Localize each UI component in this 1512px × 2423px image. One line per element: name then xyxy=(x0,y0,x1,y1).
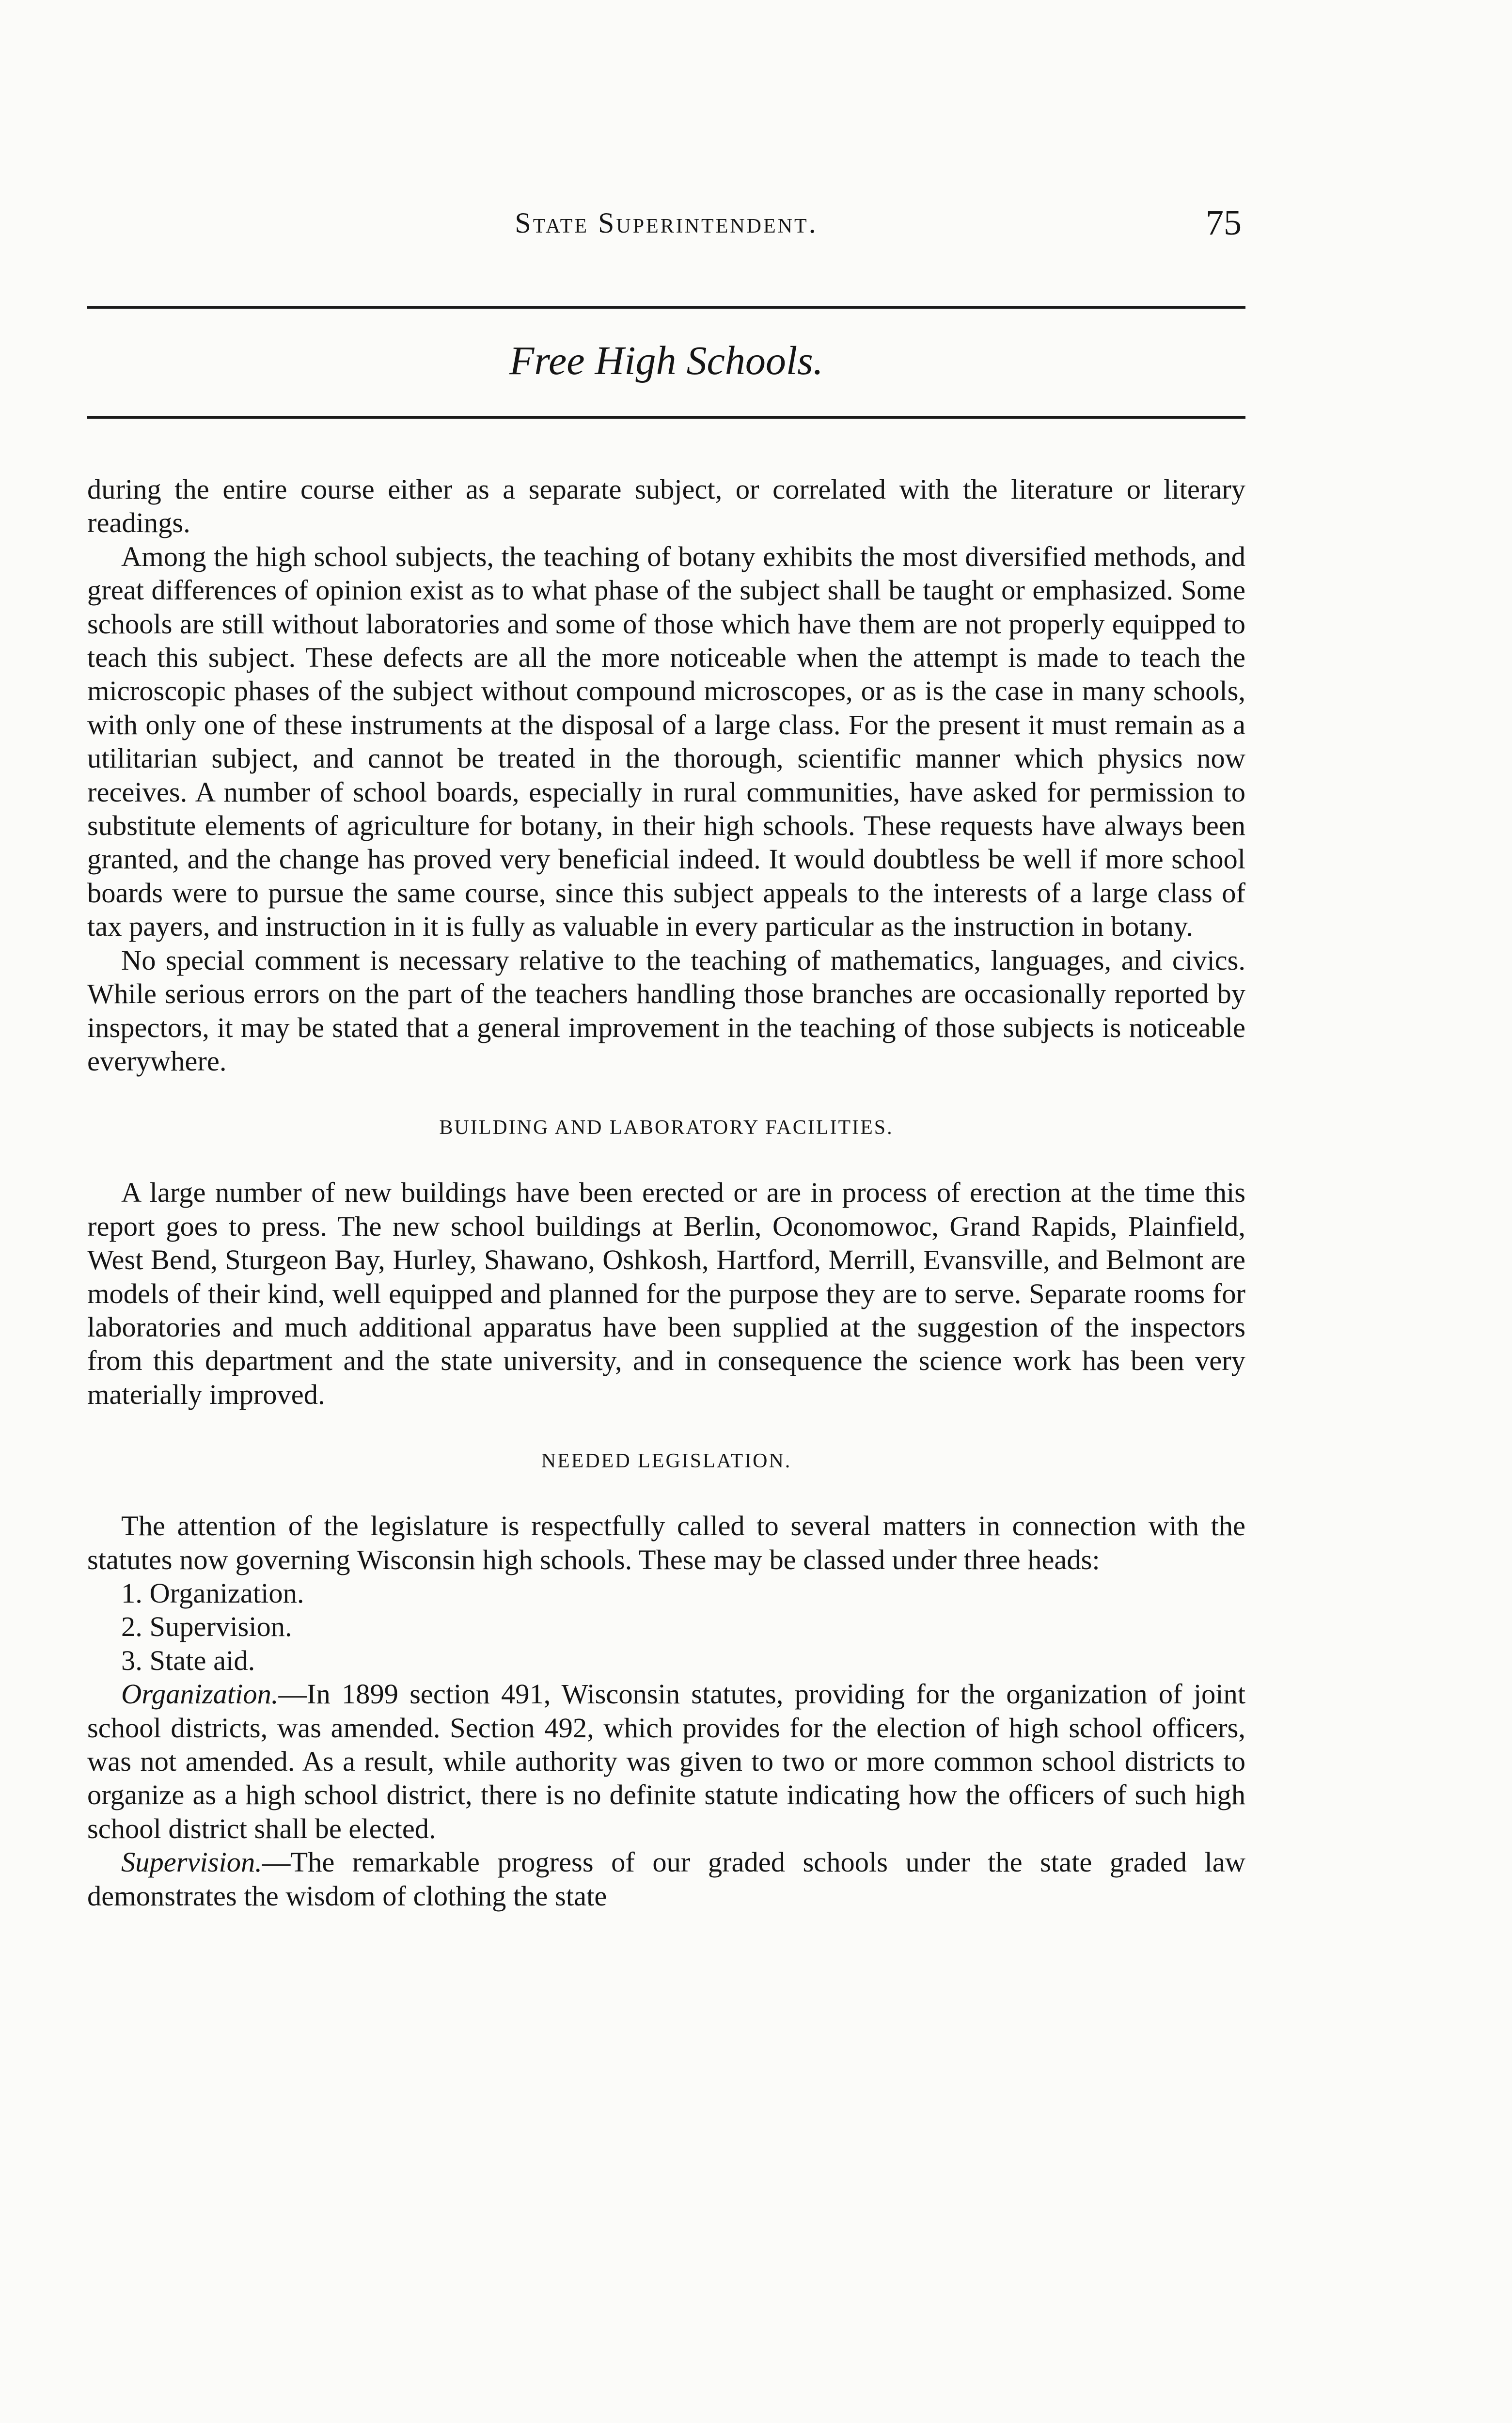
paragraph-organization xyxy=(87,1677,1245,1845)
paragraph-new-buildings: A large number of new buildings have been erected or are in process of erection at the time this report goes to press. The new school buildings at Berlin, Oconomowoc, Grand Rapids, Plainfield, West Bend, Sturgeon Bay, Hurley, Shawano, Oshkosh, Hartford, Merrill, Evansville, and Belmont are models of their kind, well equipped and planned for the purpose they are to serve. Separate rooms for laboratories and much additional apparatus have been supplied at the suggestion of the inspectors from this department and the state university, and in consequence the science work has been very materially improved. xyxy=(87,1177,1245,1410)
subheading-building-facilities: BUILDING AND LABORATORY FACILITIES. xyxy=(439,1117,894,1139)
paragraph-legislature: The attention of the legislature is respectfully called to several matters in connection with the statutes now governing Wisconsin high schools. These may be classed under three heads: xyxy=(87,1510,1245,1575)
page-number: 75 xyxy=(1206,203,1242,243)
list-item-state-aid: 3. State aid. xyxy=(121,1644,255,1676)
paragraph-continuation: during the entire course either as a separate subject, or correlated with the literature or literary readings. xyxy=(87,473,1245,539)
paragraph-supervision-text: —The remarkable progress of our graded schools under the state graded law demonstrates the wisdom of clothing the state xyxy=(87,1846,1245,1912)
runin-organization: Organization. xyxy=(121,1678,279,1710)
running-title: State Superintendent. xyxy=(515,207,818,239)
list-item-organization: 1. Organization. xyxy=(121,1577,304,1609)
body-text xyxy=(87,472,1245,1913)
paragraph-organization-text: —In 1899 section 491, Wisconsin statutes, providing for the organization of joint school districts, was amended. Section 492, which provides for the election of high school officers, was not amended. As a result, while authority was given to two or more common school districts to organize as a high school district, there is no definite statute indicating how the officers of such high school district shall be elected. xyxy=(87,1678,1245,1844)
header-top-rule xyxy=(87,306,1245,309)
section-title: Free High Schools. xyxy=(509,338,823,383)
subheading-needed-legislation: NEEDED LEGISLATION. xyxy=(541,1450,792,1473)
header-bottom-rule xyxy=(87,416,1245,419)
runin-supervision: Supervision. xyxy=(121,1846,262,1878)
paragraph-supervision xyxy=(87,1845,1245,1913)
list-item-supervision: 2. Supervision. xyxy=(121,1611,292,1643)
running-head xyxy=(87,203,1245,251)
paragraph-botany: Among the high school subjects, the teaching of botany exhibits the most diversified methods, and great differences of opinion exist as to what phase of the subject shall be taught or emphasized. Some schools are still without laboratories and some of those which have them are not properly equipped to teach this subject. These defects are all the more noticeable when the attempt is made to teach the microscopic phases of the subject without compound microscopes, or as is the case in many schools, with only one of these instruments at the disposal of a large class. For the present it must remain as a utilitarian subject, and cannot be treated in the thorough, scientific manner which physics now receives. A number of school boards, especially in rural communities, have asked for permission to substitute elements of agriculture for botany, in their high schools. These requests have always been granted, and the change has proved very beneficial indeed. It would doubtless be well if more school boards were to pursue the same course, since this subject appeals to the interests of a large class of tax payers, and instruction in it is fully as valuable in every particular as the instruction in botany. xyxy=(87,540,1245,943)
paragraph-mathematics: No special comment is necessary relative to the teaching of mathematics, languages, and civics. While serious errors on the part of the teachers handling those branches are occasionally reported by inspectors, it may be stated that a general improvement in the teaching of those subjects is noticeable everywhere. xyxy=(87,944,1245,1077)
